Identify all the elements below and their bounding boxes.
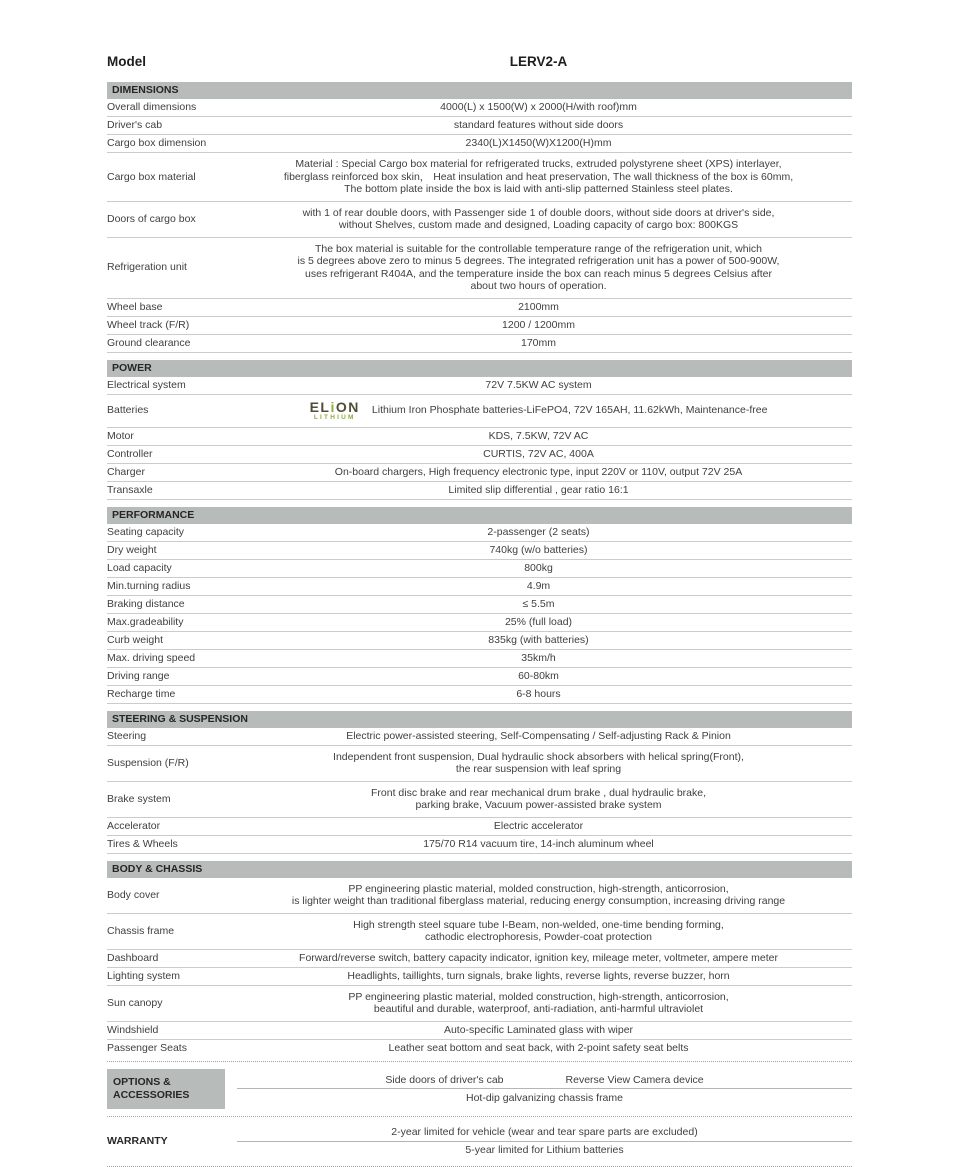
section-title-line: ACCESSORIES — [113, 1088, 190, 1101]
spec-row-label: Curb weight — [107, 633, 164, 646]
spec-row-steering — [107, 728, 852, 746]
section-title: POWER — [112, 361, 152, 374]
spec-row-value — [225, 598, 852, 611]
spec-table — [107, 82, 852, 1167]
section-header-performance — [107, 507, 852, 524]
spec-row-curb-weight — [107, 632, 852, 650]
spec-row-value — [225, 580, 852, 593]
spec-row-label: Cargo box material — [107, 170, 196, 183]
value-line: 835kg (with batteries) — [488, 633, 589, 646]
spec-row-value — [225, 119, 852, 132]
dotted-divider — [107, 1166, 852, 1167]
spec-row-controller — [107, 446, 852, 464]
value-line: 175/70 R14 vacuum tire, 14-inch aluminum wheel — [423, 837, 654, 850]
spec-row-label: Passenger Seats — [107, 1041, 187, 1054]
spec-row-batteries — [107, 395, 852, 428]
dotted-divider — [107, 1116, 852, 1117]
spec-row-value — [225, 688, 852, 701]
spec-row-value — [225, 970, 852, 983]
spec-row-seating-capacity — [107, 524, 852, 542]
section-title-line: WARRANTY — [107, 1134, 168, 1147]
section-content — [225, 1071, 852, 1106]
section-title: DIMENSIONS — [112, 84, 179, 96]
value-line: Limited slip differential , gear ratio 16:1 — [448, 483, 629, 496]
spec-row-load-capacity — [107, 560, 852, 578]
spec-row-value — [225, 883, 852, 908]
spec-row-min-turning-radius — [107, 578, 852, 596]
option-item: Side doors of driver's cab — [385, 1073, 504, 1086]
spec-row-value — [225, 670, 852, 683]
value-line: PP engineering plastic material, molded construction, high-strength, anticorrosion, — [348, 882, 729, 895]
spec-row-label: Dashboard — [107, 951, 159, 964]
value-line: Electric power-assisted steering, Self-Compensating / Self-adjusting Rack & Pinion — [346, 729, 731, 742]
option-item: Reverse View Camera device — [565, 1073, 704, 1086]
spec-row-value — [225, 919, 852, 944]
section-title-line: OPTIONS & — [113, 1075, 171, 1088]
options-label-box — [107, 1069, 225, 1109]
spec-row-label: Overall dimensions — [107, 101, 197, 114]
value-line: 25% (full load) — [504, 615, 573, 628]
spec-row-max-gradeability — [107, 614, 852, 632]
spec-row-dashboard — [107, 950, 852, 968]
spec-row-label: Electrical system — [107, 378, 186, 391]
spec-row-sun-canopy — [107, 986, 852, 1022]
value-line: standard features without side doors — [453, 119, 624, 132]
elion-brand-text: ELiON — [309, 398, 360, 415]
spec-row-value — [225, 448, 852, 461]
spec-row-wheel-track-f-r — [107, 317, 852, 335]
spec-row-label: Batteries — [107, 404, 149, 417]
spec-row-value — [225, 838, 852, 851]
value-line: High strength steel square tube I-Beam, non-welded, one-time bending forming, — [353, 918, 724, 931]
spec-row-label: Sun canopy — [107, 996, 163, 1009]
spec-row-value — [225, 137, 852, 150]
spec-row-lighting-system — [107, 968, 852, 986]
model-value: LERV2-A — [509, 54, 568, 69]
spec-row-motor — [107, 428, 852, 446]
section-header-body-chassis — [107, 861, 852, 878]
spec-row-value — [225, 101, 852, 114]
value-line: Headlights, taillights, turn signals, brake lights, reverse lights, reverse buzzer, horn — [347, 969, 730, 982]
value-line: 170mm — [520, 336, 556, 349]
spec-row-suspension-f-r — [107, 746, 852, 782]
spec-row-brake-system — [107, 782, 852, 818]
value-line: 740kg (w/o batteries) — [489, 543, 588, 556]
spec-row-body-cover — [107, 878, 852, 914]
option-item: 2-year limited for vehicle (wear and tear spare parts are excluded) — [391, 1126, 698, 1138]
value-line: The bottom plate inside the box is laid with anti-slip patterned Stainless steel plates. — [344, 183, 733, 195]
spec-row-chassis-frame — [107, 914, 852, 950]
spec-row-label: Body cover — [107, 888, 160, 901]
spec-row-label: Transaxle — [107, 483, 153, 496]
spec-row-label: Suspension (F/R) — [107, 756, 189, 769]
spec-row-label: Steering — [107, 729, 147, 742]
spec-row-label: Wheel track (F/R) — [107, 318, 190, 331]
value-line: 4000(L) x 1500(W) x 2000(H/with roof)mm — [440, 101, 637, 114]
spec-row-refrigeration-unit — [107, 238, 852, 299]
warranty-label — [107, 1135, 225, 1148]
value-line: Electric accelerator — [493, 819, 584, 832]
value-line: Auto-specific Laminated glass with wiper — [443, 1023, 634, 1036]
value-line: 72V 7.5KW AC system — [485, 378, 592, 391]
spec-row-value — [225, 319, 852, 332]
section-options-accessories — [107, 1066, 852, 1112]
spec-row-label: Load capacity — [107, 561, 172, 574]
spec-row-driving-range — [107, 668, 852, 686]
value-line: ≤ 5.5m — [522, 597, 555, 610]
spec-row-overall-dimensions — [107, 99, 852, 117]
spec-row-label: Driving range — [107, 669, 170, 682]
value-line: with 1 of rear double doors, with Passenger side 1 of double doors, without side doors at driver's side, — [302, 206, 775, 219]
spec-row-label: Max. driving speed — [107, 651, 196, 664]
spec-row-value — [225, 466, 852, 479]
value-line: Forward/reverse switch, battery capacity indicator, ignition key, mileage meter, voltmeter, ampere meter — [299, 951, 778, 964]
spec-row-recharge-time — [107, 686, 852, 704]
spec-row-label: Refrigeration unit — [107, 261, 187, 274]
elion-sub-text: LITHIUM — [313, 414, 356, 421]
spec-row-label: Brake system — [107, 792, 171, 805]
spec-row-value — [225, 952, 852, 965]
spec-row-label: Tires & Wheels — [107, 837, 178, 850]
spec-row-transaxle — [107, 482, 852, 500]
value-line: 800kg — [524, 561, 553, 574]
spec-row-label: Controller — [107, 447, 153, 460]
spec-row-passenger-seats — [107, 1040, 852, 1057]
spec-row-label: Chassis frame — [107, 924, 175, 937]
spec-row-value — [225, 991, 852, 1016]
spec-row-value — [225, 207, 852, 232]
spec-row-cargo-box-dimension — [107, 135, 852, 153]
value-line: CURTIS, 72V AC, 400A — [483, 447, 594, 460]
spec-row-value — [225, 544, 852, 557]
spec-row-label: Lighting system — [107, 969, 180, 982]
spec-row-value — [225, 562, 852, 575]
spec-row-value — [225, 301, 852, 314]
section-content — [225, 1124, 852, 1159]
value-line: parking brake, Vacuum power-assisted brake system — [415, 799, 662, 811]
value-line: PP engineering plastic material, molded construction, high-strength, anticorrosion, — [348, 990, 729, 1003]
spec-row-accelerator — [107, 818, 852, 836]
value-line: 4.9m — [526, 579, 551, 592]
spec-row-value — [225, 751, 852, 776]
spec-row-label: Recharge time — [107, 687, 176, 700]
section-title: PERFORMANCE — [112, 508, 195, 521]
value-line: uses refrigerant R404A, and the temperature inside the box can reach minus 5 degrees Celsius after — [305, 267, 772, 280]
spec-row-braking-distance — [107, 596, 852, 614]
model-label: Model — [107, 54, 146, 69]
spec-row-max-driving-speed — [107, 650, 852, 668]
value-line: about two hours of operation. — [470, 280, 607, 292]
spec-row-label: Accelerator — [107, 819, 161, 832]
spec-row-value — [225, 430, 852, 443]
spec-row-cargo-box-material — [107, 153, 852, 202]
spec-row-value — [225, 616, 852, 629]
value-line: 2100mm — [518, 300, 559, 313]
spec-row-value — [225, 400, 852, 422]
section-header-steering-suspension — [107, 711, 852, 728]
spec-row-label: Charger — [107, 465, 145, 478]
value-line: 60-80km — [518, 669, 559, 682]
spec-row-tires-wheels — [107, 836, 852, 854]
spec-row-value — [225, 337, 852, 350]
value-line: 2340(L)X1450(W)X1200(H)mm — [465, 137, 612, 150]
value-line: without Shelves, custom made and designed, Loading capacity of cargo box: 800KGS — [338, 219, 739, 231]
value-line: 6-8 hours — [516, 687, 561, 700]
spec-row-label: Driver's cab — [107, 119, 163, 132]
section-title: STEERING & SUSPENSION — [112, 712, 248, 725]
value-line: The box material is suitable for the controllable temperature range of the refrigeration unit, which — [314, 242, 763, 255]
option-row — [237, 1142, 852, 1159]
value-line: Lithium Iron Phosphate batteries-LiFePO4, 72V 165AH, 11.62kWh, Maintenance-free — [371, 404, 768, 417]
spec-row-ground-clearance — [107, 335, 852, 353]
spec-row-value — [225, 820, 852, 833]
value-line: Material : Special Cargo box material for refrigerated trucks, extruded polystyrene sheet (XPS) interlayer, — [295, 158, 782, 170]
spec-row-label: Doors of cargo box — [107, 212, 196, 225]
spec-row-label: Seating capacity — [107, 525, 185, 538]
spec-row-wheel-base — [107, 299, 852, 317]
value-line: fiberglass reinforced box skin， Heat insulation and heat preservation, The wall thickness of the box is 60mm, — [283, 170, 794, 183]
option-item: Hot-dip galvanizing chassis frame — [466, 1091, 623, 1104]
value-line: is 5 degrees above zero to minus 5 degrees. The integrated refrigeration unit has a power of 500-900W, — [297, 255, 780, 267]
dotted-divider — [107, 1061, 852, 1062]
spec-row-label: Ground clearance — [107, 336, 191, 349]
value-line: Independent front suspension, Dual hydraulic shock absorbers with helical spring(Front), — [333, 750, 744, 763]
value-line: On-board chargers, High frequency electronic type, input 220V or 110V, output 72V 25A — [334, 465, 743, 478]
section-warranty — [107, 1121, 852, 1162]
option-item: 5-year limited for Lithium batteries — [465, 1144, 624, 1156]
spec-row-label: Dry weight — [107, 543, 157, 556]
spec-row-value — [225, 730, 852, 743]
value-line: 2-passenger (2 seats) — [487, 525, 590, 538]
value-line: 1200 / 1200mm — [502, 318, 575, 331]
option-row — [237, 1089, 852, 1106]
value-line: 35km/h — [521, 651, 556, 664]
option-row — [237, 1071, 852, 1089]
spec-row-label: Min.turning radius — [107, 579, 191, 592]
spec-row-doors-of-cargo-box — [107, 202, 852, 238]
spec-row-value — [225, 379, 852, 392]
spec-row-value — [225, 652, 852, 665]
spec-row-driver-s-cab — [107, 117, 852, 135]
spec-row-value — [225, 787, 852, 812]
spec-row-electrical-system — [107, 377, 852, 395]
spec-row-dry-weight — [107, 542, 852, 560]
spec-row-value — [225, 158, 852, 196]
spec-row-windshield — [107, 1022, 852, 1040]
elion-lithium-logo — [310, 400, 360, 422]
spec-row-value — [225, 1042, 852, 1055]
value-line: KDS, 7.5KW, 72V AC — [488, 429, 589, 442]
spec-row-label: Max.gradeability — [107, 615, 184, 628]
spec-row-value — [225, 526, 852, 539]
value-line: beautiful and durable, waterproof, anti-radiation, anti-harmful ultraviolet — [373, 1003, 704, 1015]
value-line: Leather seat bottom and seat back, with 2-point safety seat belts — [388, 1041, 689, 1054]
model-header — [107, 54, 852, 69]
spec-row-label: Wheel base — [107, 300, 163, 313]
spec-row-label: Windshield — [107, 1023, 159, 1036]
spec-row-value — [225, 1024, 852, 1037]
section-header-power — [107, 360, 852, 377]
spec-row-label: Cargo box dimension — [107, 137, 207, 150]
section-title: BODY & CHASSIS — [112, 862, 203, 875]
value-line: Front disc brake and rear mechanical drum brake , dual hydraulic brake, — [371, 786, 706, 799]
value-line: the rear suspension with leaf spring — [455, 763, 622, 775]
spec-row-charger — [107, 464, 852, 482]
spec-row-value — [225, 243, 852, 293]
value-line: cathodic electrophoresis, Powder-coat protection — [424, 931, 653, 943]
spec-row-value — [225, 484, 852, 497]
spec-row-label: Motor — [107, 429, 134, 442]
spec-row-label: Braking distance — [107, 597, 185, 610]
option-row — [237, 1124, 852, 1142]
section-header-dimensions — [107, 82, 852, 99]
value-line: is lighter weight than traditional fiberglass material, reducing energy consumption, increasing driving range — [291, 895, 786, 907]
spec-row-value — [225, 634, 852, 647]
